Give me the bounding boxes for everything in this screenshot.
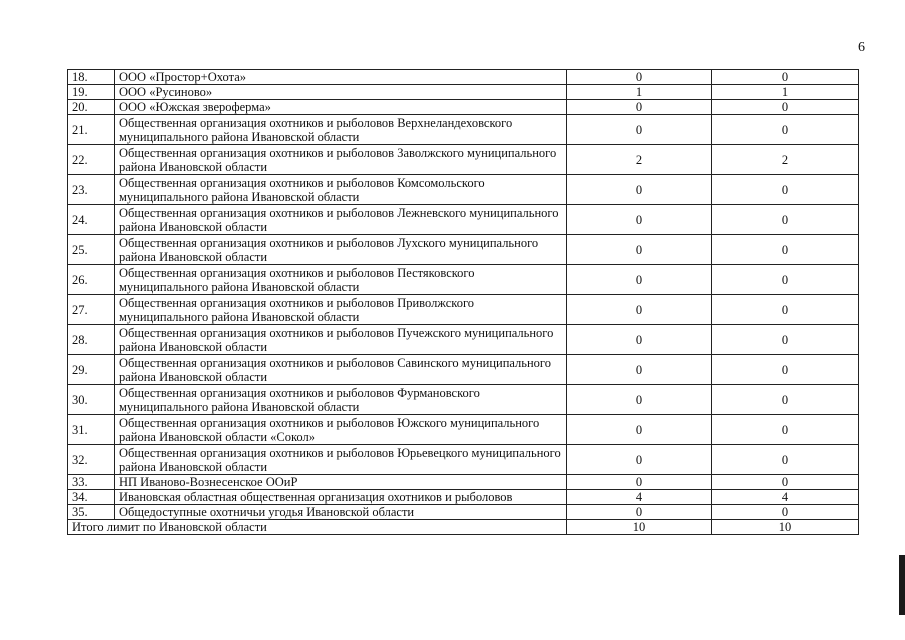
limit-value-2: 0 <box>712 475 859 490</box>
table-row <box>68 145 859 175</box>
table-row <box>68 115 859 145</box>
organization-name: Общественная организация охотников и рыболовов Пестяковского муниципального района Ивановской области <box>115 265 567 295</box>
table-row <box>68 235 859 265</box>
table-row <box>68 475 859 490</box>
limit-value-1: 1 <box>567 85 712 100</box>
row-number: 27. <box>68 295 115 325</box>
limit-value-2: 4 <box>712 490 859 505</box>
limit-value-1: 0 <box>567 235 712 265</box>
limit-value-2: 2 <box>712 145 859 175</box>
limit-value-1: 2 <box>567 145 712 175</box>
row-number: 33. <box>68 475 115 490</box>
organization-name: Общедоступные охотничьи угодья Ивановской области <box>115 505 567 520</box>
organization-name: Общественная организация охотников и рыболовов Комсомольского муниципального района Ивановской области <box>115 175 567 205</box>
organization-name: Общественная организация охотников и рыболовов Приволжского муниципального района Ивановской области <box>115 295 567 325</box>
limit-value-1: 0 <box>567 475 712 490</box>
row-number: 21. <box>68 115 115 145</box>
limit-value-2: 1 <box>712 85 859 100</box>
organization-name: Общественная организация охотников и рыболовов Лежневского муниципального района Ивановской области <box>115 205 567 235</box>
limit-value-2: 0 <box>712 205 859 235</box>
limit-value-2: 0 <box>712 100 859 115</box>
limit-value-2: 0 <box>712 235 859 265</box>
limit-value-1: 0 <box>567 385 712 415</box>
limit-value-2: 0 <box>712 415 859 445</box>
limit-value-2: 0 <box>712 70 859 85</box>
limit-value-1: 4 <box>567 490 712 505</box>
row-number: 23. <box>68 175 115 205</box>
limit-value-2: 0 <box>712 355 859 385</box>
row-number: 26. <box>68 265 115 295</box>
table-row <box>68 355 859 385</box>
organization-name: ООО «Южская звероферма» <box>115 100 567 115</box>
row-number: 18. <box>68 70 115 85</box>
row-number: 35. <box>68 505 115 520</box>
row-number: 34. <box>68 490 115 505</box>
limit-value-2: 0 <box>712 325 859 355</box>
organization-name: Общественная организация охотников и рыболовов Юрьевецкого муниципального района Ивановской области <box>115 445 567 475</box>
row-number: 31. <box>68 415 115 445</box>
total-label: Итого лимит по Ивановской области <box>68 520 567 535</box>
organization-name: Общественная организация охотников и рыболовов Пучежского муниципального района Ивановской области <box>115 325 567 355</box>
table-row <box>68 295 859 325</box>
organization-name: Общественная организация охотников и рыболовов Заволжского муниципального района Ивановской области <box>115 145 567 175</box>
organization-name: ООО «Русиново» <box>115 85 567 100</box>
table-row <box>68 490 859 505</box>
row-number: 32. <box>68 445 115 475</box>
table-row <box>68 385 859 415</box>
limit-value-1: 0 <box>567 115 712 145</box>
table-row <box>68 265 859 295</box>
limit-value-1: 0 <box>567 265 712 295</box>
organization-name: Общественная организация охотников и рыболовов Савинского муниципального района Ивановской области <box>115 355 567 385</box>
organization-name: Общественная организация охотников и рыболовов Южского муниципального района Ивановской области «Сокол» <box>115 415 567 445</box>
row-number: 28. <box>68 325 115 355</box>
limit-value-1: 0 <box>567 445 712 475</box>
table-row <box>68 505 859 520</box>
page-number: 6 <box>858 40 865 55</box>
scan-edge-mark <box>899 555 905 615</box>
limit-value-1: 0 <box>567 205 712 235</box>
row-number: 30. <box>68 385 115 415</box>
table-row <box>68 70 859 85</box>
table-body <box>68 70 859 535</box>
table-row <box>68 445 859 475</box>
organization-name: ООО «Простор+Охота» <box>115 70 567 85</box>
total-value-2: 10 <box>712 520 859 535</box>
limit-value-1: 0 <box>567 100 712 115</box>
organization-name: НП Иваново-Вознесенское ООиР <box>115 475 567 490</box>
total-row <box>68 520 859 535</box>
limit-value-2: 0 <box>712 265 859 295</box>
organization-name: Общественная организация охотников и рыболовов Фурмановского муниципального района Ивановской области <box>115 385 567 415</box>
limit-value-1: 0 <box>567 355 712 385</box>
limit-value-2: 0 <box>712 175 859 205</box>
row-number: 22. <box>68 145 115 175</box>
limit-value-2: 0 <box>712 115 859 145</box>
limit-value-2: 0 <box>712 385 859 415</box>
limit-value-1: 0 <box>567 295 712 325</box>
limit-value-1: 0 <box>567 70 712 85</box>
table-row <box>68 325 859 355</box>
limit-value-1: 0 <box>567 175 712 205</box>
organization-name: Общественная организация охотников и рыболовов Верхнеландеховского муниципального района Ивановской области <box>115 115 567 145</box>
organization-name: Ивановская областная общественная организация охотников и рыболовов <box>115 490 567 505</box>
row-number: 19. <box>68 85 115 100</box>
limit-value-1: 0 <box>567 505 712 520</box>
limit-value-1: 0 <box>567 325 712 355</box>
table-row <box>68 205 859 235</box>
table-row <box>68 175 859 205</box>
row-number: 24. <box>68 205 115 235</box>
limit-value-2: 0 <box>712 505 859 520</box>
row-number: 25. <box>68 235 115 265</box>
table-row <box>68 415 859 445</box>
organization-name: Общественная организация охотников и рыболовов Лухского муниципального района Ивановской области <box>115 235 567 265</box>
limit-value-1: 0 <box>567 415 712 445</box>
limit-value-2: 0 <box>712 445 859 475</box>
total-value-1: 10 <box>567 520 712 535</box>
row-number: 20. <box>68 100 115 115</box>
row-number: 29. <box>68 355 115 385</box>
table-row <box>68 85 859 100</box>
table-row <box>68 100 859 115</box>
limits-table <box>67 69 859 535</box>
limit-value-2: 0 <box>712 295 859 325</box>
